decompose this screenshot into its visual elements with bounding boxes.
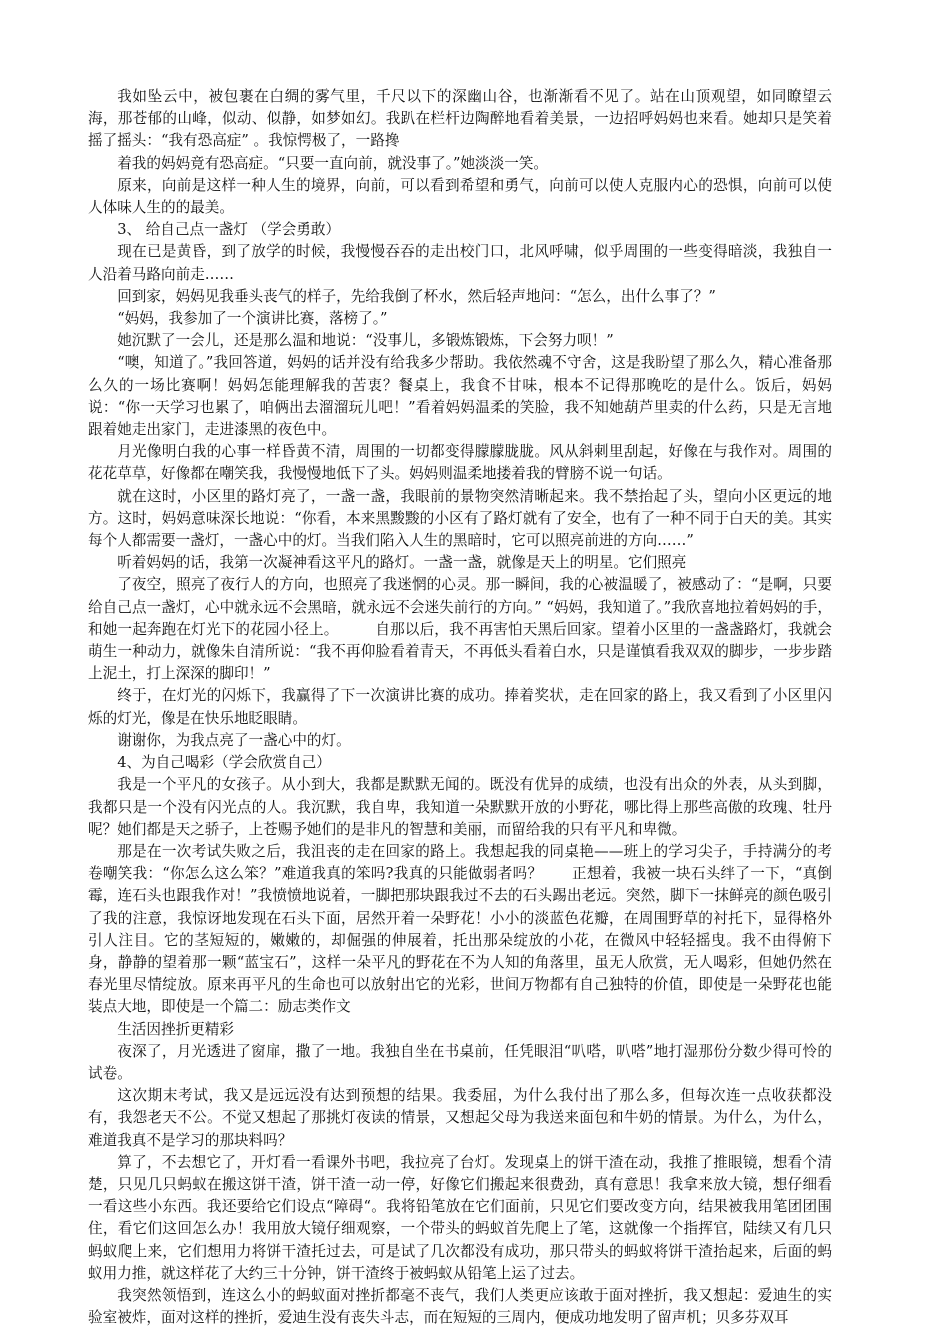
paragraph: 那是在一次考试失败之后，我沮丧的走在回家的路上。我想起我的同桌艳——班上的学习尖子，手持满分的考卷嘲笑我：“你怎么这么笨？”难道我真的笨吗?我真的只能做弱者吗？ 正想着，我被一块石头绊了一下，“真倒霉，连石头也跟我作对！”我愤愤地说着，一脚把那块跟我过不去的石头踢出老远。突然，脚下一抹鲜亮的颜色吸引了我的注意，我惊讶地发现在石头下面，居然开着一朵野花！小小的淡蓝色花瓣，在周围野草的衬托下，显得格外引人注目。它的茎短短的，嫩嫩的，却倔强的伸展着，托出那朵绽放的小花，在微风中轻轻摇曳。我不由得俯下身，静静的望着那一颗“蓝宝石”，这样一朵平凡的野花在不为人知的角落里，虽无人欣赏，无人喝彩，但她仍然在春光里尽情绽放。原来再平凡的生命也可以放射出它的光彩，世间万物都有自己独特的价值，即使是一朵野花也能装点大地，即使是一个篇二：励志类作文 bbox=[88, 842, 832, 1016]
paragraph: 算了，不去想它了，开灯看一看课外书吧，我拉亮了台灯。发现桌上的饼干渣在动，我推了推眼镜，想看个清楚，只见几只蚂蚁在搬这饼干渣，饼干渣一动一停，好像它们搬起来很费劲，真有意思！我拿来放大镜，想仔细看一看这些小东西。我还要给它们设点“障碍“。我将铅笔放在它们面前，只见它们要改变方向，结果被我用笔团团围住，看它们这回怎么办！我用放大镜仔细观察，一个带头的蚂蚁首先爬上了笔，这就像一个指挥官，陆续又有几只蚂蚁爬上来，它们想用力将饼干渣托过去，可是试了几次都没有成功，那只带头的蚂蚁将饼干渣抬起来，后面的蚂蚁用力推，就这样花了大约三十分钟，饼干渣终于被蚂蚁从铅笔上运了过去。 bbox=[88, 1153, 832, 1282]
section-heading: 3、 给自己点一盏灯 （学会勇敢） bbox=[117, 221, 341, 239]
paragraph: 现在已是黄昏，到了放学的时候，我慢慢吞吞的走出校门口，北风呼啸，似乎周围的一些变得暗淡，我独自一人沿着马路向前走…… bbox=[88, 243, 832, 283]
essay-title: 生活因挫折更精彩 bbox=[117, 1020, 234, 1038]
paragraph: “妈妈，我参加了一个演讲比赛，落榜了。” bbox=[117, 310, 388, 328]
paragraph: 着我的妈妈竟有恐高症。“只要一直向前，就没事了。”她淡淡一笑。 bbox=[117, 154, 549, 172]
paragraph: 月光像明白我的心事一样昏黄不清，周围的一切都变得朦朦胧胧。风从斜刺里刮起，好像在与我作对。周围的花花草草，好像都在嘲笑我，我慢慢地低下了头。妈妈则温柔地搂着我的臂膀不说一句话。 bbox=[88, 443, 832, 483]
paragraph: 谢谢你，为我点亮了一盏心中的灯。 bbox=[117, 731, 351, 749]
paragraph: “噢，知道了。”我回答道，妈妈的话并没有给我多少帮助。我依然魂不守舍，这是我盼望了那么久，精心准备那么久的一场比赛啊！妈妈怎能理解我的苦衷？餐桌上，我食不甘味，根本不记得那晚吃的是什么。饭后，妈妈说：“你一天学习也累了，咱俩出去溜溜玩儿吧！”看着妈妈温柔的笑脸，我不知她葫芦里卖的什么药，只是无言地跟着她走出家门，走进漆黑的夜色中。 bbox=[88, 354, 832, 439]
paragraph: 我突然领悟到，连这么小的蚂蚁面对挫折都毫不丧气，我们人类更应该敢于面对挫折，我又想起：爱迪生的实验室被炸，面对这样的挫折，爱迪生没有丧失斗志，而在短短的三周内，便成功地发明了留声机；贝多芬双耳 bbox=[88, 1286, 832, 1327]
paragraph: 了夜空，照亮了夜行人的方向，也照亮了我迷惘的心灵。那一瞬间，我的心被温暖了，被感动了：“是啊，只要给自己点一盏灯，心中就永远不会黑暗，就永远不会迷失前行的方向。” “妈妈，我知道了。”我欣喜地拉着妈妈的手，和她一起奔跑在灯光下的花园小径上。 自那以后，我不再害怕天黑后回家。望着小区里的一盏盏路灯，我就会萌生一种动力，就像朱自清所说：“我不再仰脸看着青天，不再低头看着白水，只是谨慎看我双双的脚步，一步步踏上泥土，打上深深的脚印！” bbox=[88, 576, 832, 683]
paragraph: 听着妈妈的话，我第一次凝神看这平凡的路灯。一盏一盏，就像是天上的明星。它们照亮 bbox=[117, 554, 687, 572]
paragraph: 就在这时，小区里的路灯亮了，一盏一盏，我眼前的景物突然清晰起来。我不禁抬起了头，望向小区更远的地方。这时，妈妈意味深长地说：“你看，本来黑黢黢的小区有了路灯就有了安全，也有了一种不同于白天的美。其实每个人都需要一盏灯，一盏心中的灯。当我们陷入人生的黑暗时，它可以照亮前进的方向……” bbox=[88, 487, 832, 550]
paragraph: 终于，在灯光的闪烁下，我赢得了下一次演讲比赛的成功。捧着奖状，走在回家的路上，我又看到了小区里闪烁的灯光，像是在快乐地眨眼睛。 bbox=[88, 687, 832, 727]
paragraph: 这次期末考试，我又是远远没有达到预想的结果。我委屈，为什么我付出了那么多，但每次连一点收获都没有，我怨老天不公。不觉又想起了那挑灯夜读的情景，又想起父母为我送来面包和牛奶的情景。为什么，为什么，难道我真不是学习的那块料吗？ bbox=[88, 1087, 832, 1149]
paragraph: 她沉默了一会儿，还是那么温和地说：“没事儿，多锻炼锻炼，下会努力呗！” bbox=[117, 332, 614, 350]
section-heading: 4、为自己喝彩（学会欣赏自己） bbox=[117, 754, 331, 772]
paragraph: 我如坠云中，被包裹在白绸的雾气里，千尺以下的深幽山谷，也渐渐看不见了。站在山顶观望，如同瞭望云海，那苍郁的山峰，似动、似静，如梦如幻。我趴在栏杆边陶醉地看着美景，一边招呼妈妈也来看。她却只是笑着摇了摇头：“我有恐高症” 。我惊愕极了，一路搀 bbox=[88, 88, 832, 150]
paragraph: 回到家，妈妈见我垂头丧气的样子，先给我倒了杯水，然后轻声地问：“怎么，出什么事了？” bbox=[117, 287, 716, 305]
paragraph: 我是一个平凡的女孩子。从小到大，我都是默默无闻的。既没有优异的成绩，也没有出众的外表，从头到脚，我都只是一个没有闪光点的人。我沉默，我自卑，我知道一朵默默开放的小野花，哪比得上那些高傲的玫瑰、牡丹呢？她们都是天之骄子，上苍赐予她们的是非凡的智慧和美丽，而留给我的只有平凡和卑微。 bbox=[88, 776, 832, 838]
paragraph: 夜深了，月光透进了窗扉，撒了一地。我独自坐在书桌前，任凭眼泪“叭嗒，叭嗒”地打湿那份分数少得可怜的试卷。 bbox=[88, 1042, 832, 1082]
paragraph: 原来，向前是这样一种人生的境界，向前，可以看到希望和勇气，向前可以使人克服内心的恐惧，向前可以使人体味人生的的最美。 bbox=[88, 176, 832, 217]
